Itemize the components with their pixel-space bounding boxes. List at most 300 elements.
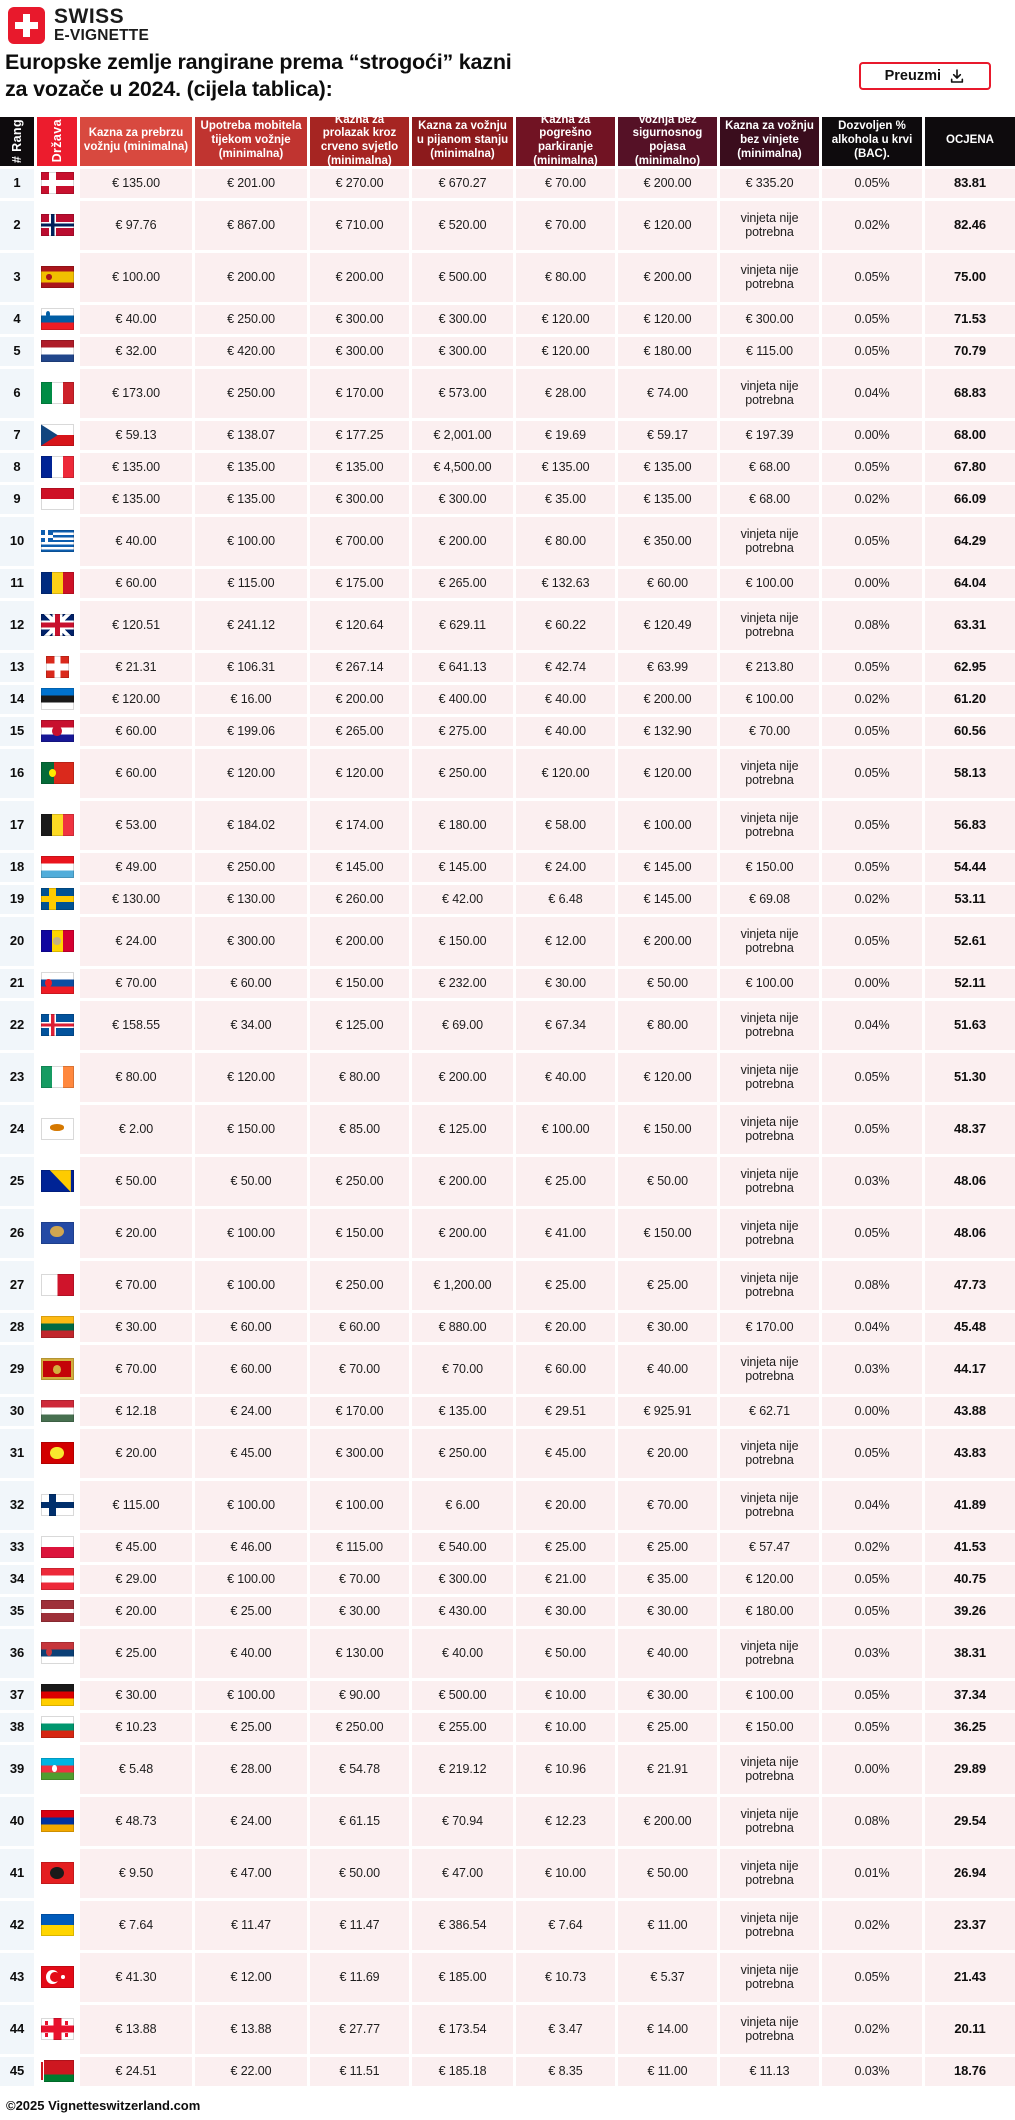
bac-cell-text: 0.00% (854, 427, 890, 442)
fine-cell (80, 749, 192, 798)
fine-cell (720, 653, 819, 682)
flag-cell (37, 1001, 77, 1050)
fine-cell-text: € 100.00 (745, 575, 794, 590)
fine-cell (195, 1313, 307, 1342)
score-cell-text: 44.17 (953, 1360, 987, 1376)
table-row (0, 917, 1015, 966)
fine-cell (516, 653, 615, 682)
fine-cell (720, 1953, 819, 2002)
fine-cell-text: € 200.00 (643, 175, 692, 190)
malta-flag-icon (41, 1274, 74, 1296)
fine-cell-text: € 63.99 (646, 659, 688, 674)
score-cell (925, 1209, 1015, 1258)
fine-cell-text: vinjeta nije potrebna (740, 2014, 799, 2044)
flag-cell (37, 201, 77, 250)
rank-cell-text: 19 (9, 890, 25, 906)
fine-cell-text: € 19.69 (544, 427, 586, 442)
score-cell (925, 1397, 1015, 1426)
fine-cell-text: € 197.39 (745, 427, 794, 442)
fine-cell-text: € 275.00 (438, 723, 487, 738)
fine-cell-text: € 177.25 (335, 427, 384, 442)
fine-cell (80, 169, 192, 198)
score-cell-text: 68.00 (953, 426, 987, 442)
sweden-flag-icon (41, 888, 74, 910)
fine-cell-text: € 2.00 (118, 1121, 154, 1136)
fine-cell-text: € 250.00 (227, 385, 275, 400)
fine-cell-text: € 24.51 (115, 2063, 157, 2078)
table-row (0, 201, 1015, 250)
fine-cell (412, 685, 513, 714)
rank-cell (0, 853, 34, 882)
fine-cell (720, 2057, 819, 2086)
fine-cell-text: € 200.00 (335, 269, 384, 284)
fine-cell-text: € 500.00 (438, 269, 487, 284)
fine-cell (516, 1481, 615, 1530)
table-row (0, 1713, 1015, 1742)
rank-cell-text: 21 (9, 974, 25, 990)
fine-cell-text: € 138.07 (227, 427, 275, 442)
table-row (0, 1849, 1015, 1898)
fine-cell (310, 485, 409, 514)
fine-cell (516, 485, 615, 514)
bac-cell (822, 1157, 922, 1206)
fine-cell-text: € 60.00 (230, 1319, 272, 1334)
bac-cell (822, 853, 922, 882)
denmark-flag-icon (41, 172, 74, 194)
fine-cell (516, 305, 615, 334)
download-button[interactable] (859, 62, 991, 90)
fine-cell (310, 1953, 409, 2002)
fine-cell (310, 1001, 409, 1050)
fine-cell-text: € 12.00 (544, 933, 586, 948)
fine-cell-text: € 40.00 (115, 533, 157, 548)
fine-cell (412, 717, 513, 746)
bac-cell-text: 0.05% (854, 533, 890, 548)
bac-cell-text: 0.05% (854, 175, 890, 190)
bac-cell-text: 0.08% (854, 1813, 890, 1828)
rank-cell (0, 337, 34, 366)
fine-cell-text: € 170.00 (745, 1319, 794, 1334)
fine-cell-text: € 400.00 (438, 691, 487, 706)
brand-top-text: SWISS (54, 5, 125, 28)
fine-cell (516, 1397, 615, 1426)
fine-cell (412, 1105, 513, 1154)
fine-cell (516, 1713, 615, 1742)
fine-cell-text: € 68.00 (748, 459, 790, 474)
fine-cell-text: € 20.00 (544, 1497, 586, 1512)
score-cell (925, 169, 1015, 198)
rank-cell (0, 569, 34, 598)
fine-cell-text: € 9.50 (118, 1865, 154, 1880)
fine-cell-text: vinjeta nije potrebna (740, 1062, 799, 1092)
bac-cell-text: 0.02% (854, 491, 890, 506)
fine-cell (195, 717, 307, 746)
bac-cell-text: 0.05% (854, 1121, 890, 1136)
fine-cell (516, 201, 615, 250)
fine-cell (195, 1745, 307, 1794)
fine-cell (310, 1533, 409, 1562)
fine-cell (720, 1397, 819, 1426)
score-cell (925, 453, 1015, 482)
fine-cell (310, 1053, 409, 1102)
fine-cell (618, 453, 717, 482)
score-cell-text: 61.20 (953, 690, 987, 706)
download-icon (949, 68, 965, 84)
bac-cell (822, 517, 922, 566)
fine-cell-text: € 12.00 (230, 1969, 272, 1984)
cyprus-flag-icon (41, 1118, 74, 1140)
greece-flag-icon (41, 530, 74, 552)
flag-cell (37, 1953, 77, 2002)
bac-cell-text: 0.04% (854, 1497, 890, 1512)
rank-cell-text: 26 (9, 1224, 25, 1240)
rank-cell (0, 1001, 34, 1050)
fine-cell (412, 749, 513, 798)
table-row (0, 253, 1015, 302)
fine-cell (720, 1481, 819, 1530)
score-cell (925, 749, 1015, 798)
fine-cell (195, 1209, 307, 1258)
fine-cell-text: € 45.00 (230, 1445, 272, 1460)
fine-cell (412, 305, 513, 334)
fine-cell-text: € 300.00 (438, 491, 487, 506)
fine-cell (412, 853, 513, 882)
rank-cell (0, 653, 34, 682)
rank-cell (0, 1849, 34, 1898)
flag-cell (37, 1261, 77, 1310)
fine-cell-text: € 500.00 (438, 1687, 487, 1702)
fine-cell-text: € 57.47 (748, 1539, 790, 1554)
flag-emblem (45, 979, 52, 987)
fine-cell-text: € 250.00 (438, 765, 487, 780)
fine-cell (195, 1953, 307, 2002)
fine-cell (618, 1001, 717, 1050)
fine-cell (80, 1429, 192, 1478)
fine-cell-text: € 120.00 (745, 1571, 794, 1586)
column-header-label: Vožnja bez sigurnosnog pojasa (minimalno) (632, 113, 703, 167)
flag-cell (37, 749, 77, 798)
flag-emblem (65, 2021, 68, 2025)
fine-cell (310, 1105, 409, 1154)
bac-cell (822, 1565, 922, 1594)
rank-cell-text: 5 (13, 342, 21, 358)
flag-cell (37, 1481, 77, 1530)
fine-cell-text: € 106.31 (227, 659, 275, 674)
score-cell (925, 1429, 1015, 1478)
fine-cell-text: € 70.00 (115, 1277, 157, 1292)
bac-cell-text: 0.05% (854, 723, 890, 738)
column-header-label: Kazna za prebrzu vožnju (minimalna) (83, 127, 189, 154)
rank-cell (0, 969, 34, 998)
brand-bottom-text: E-VIGNETTE (54, 27, 150, 45)
table-row (0, 1953, 1015, 2002)
fine-cell-text: € 265.00 (335, 723, 384, 738)
fine-cell (310, 253, 409, 302)
title-row (0, 44, 1015, 102)
fine-cell (80, 969, 192, 998)
score-cell-text: 23.37 (953, 1916, 987, 1932)
fine-cell (618, 2057, 717, 2086)
fine-cell-text: € 50.00 (544, 1645, 586, 1660)
fine-cell-text: € 200.00 (438, 533, 487, 548)
fine-cell (80, 517, 192, 566)
score-cell-text: 70.79 (953, 342, 987, 358)
fine-cell (516, 2057, 615, 2086)
fine-cell-text: € 11.00 (647, 1917, 688, 1932)
fine-cell-text: € 70.00 (338, 1361, 380, 1376)
flag-emblem (46, 1648, 52, 1656)
fine-cell-text: € 120.00 (541, 311, 590, 326)
flag-cell (37, 569, 77, 598)
fines-table (0, 113, 1015, 2086)
fine-cell-text: € 5.48 (118, 1761, 154, 1776)
fine-cell (310, 1313, 409, 1342)
fine-cell-text: € 115.00 (336, 1539, 383, 1554)
fine-cell-text: € 70.00 (646, 1497, 688, 1512)
fine-cell-text: € 120.00 (643, 311, 692, 326)
fine-cell-text: vinjeta nije potrebna (740, 1910, 799, 1940)
rank-cell-text: 36 (9, 1644, 25, 1660)
fine-cell (80, 653, 192, 682)
score-cell (925, 1745, 1015, 1794)
flag-cell (37, 1053, 77, 1102)
fine-cell (412, 1313, 513, 1342)
rank-cell-text: 16 (9, 764, 25, 780)
rank-cell-text: 33 (9, 1538, 25, 1554)
fine-cell-text: € 60.00 (230, 1361, 272, 1376)
fine-cell-text: € 47.00 (230, 1865, 272, 1880)
fine-cell-text: € 70.00 (115, 975, 157, 990)
fine-cell-text: € 29.00 (115, 1571, 157, 1586)
table-row (0, 305, 1015, 334)
fine-cell (720, 1429, 819, 1478)
fine-cell-text: € 60.00 (115, 575, 157, 590)
fine-cell (195, 517, 307, 566)
fine-cell-text: € 200.00 (643, 1813, 692, 1828)
fine-cell (720, 885, 819, 914)
score-cell-text: 29.54 (953, 1812, 987, 1828)
fine-cell (195, 1053, 307, 1102)
score-cell (925, 1157, 1015, 1206)
rank-cell (0, 801, 34, 850)
table-row (0, 1105, 1015, 1154)
fine-cell (310, 969, 409, 998)
fine-cell-text: € 60.00 (544, 1361, 586, 1376)
fine-cell-text: € 135.00 (112, 459, 160, 474)
fine-cell (412, 1533, 513, 1562)
rank-cell (0, 1397, 34, 1426)
score-cell (925, 305, 1015, 334)
flag-emblem (41, 424, 74, 446)
score-cell (925, 485, 1015, 514)
table-row (0, 653, 1015, 682)
fine-cell (412, 253, 513, 302)
fine-cell-text: € 250.00 (227, 859, 275, 874)
fine-cell (412, 421, 513, 450)
bac-cell-text: 0.05% (854, 1069, 890, 1084)
rank-cell-text: 40 (9, 1812, 25, 1828)
score-cell (925, 1629, 1015, 1678)
fine-cell-text: € 25.00 (646, 1719, 688, 1734)
fine-cell (618, 749, 717, 798)
fine-cell-text: € 100.00 (227, 533, 275, 548)
fine-cell (310, 1681, 409, 1710)
fine-cell (412, 885, 513, 914)
rank-cell-text: 3 (13, 268, 21, 284)
fine-cell-text: € 16.00 (230, 691, 272, 706)
fine-cell-text: € 430.00 (438, 1603, 487, 1618)
score-cell (925, 685, 1015, 714)
fine-cell-text: € 232.00 (438, 975, 487, 990)
fine-cell-text: € 200.00 (227, 269, 275, 284)
fine-cell (412, 1681, 513, 1710)
fine-cell-text: € 70.00 (115, 1361, 157, 1376)
fine-cell-text: € 60.00 (230, 975, 272, 990)
bac-cell (822, 801, 922, 850)
fine-cell (310, 2057, 409, 2086)
fine-cell-text: € 28.00 (230, 1761, 272, 1776)
bac-cell (822, 653, 922, 682)
romania-flag-icon (41, 572, 74, 594)
fine-cell-text: € 70.00 (338, 1571, 380, 1586)
fine-cell-text: € 34.00 (230, 1017, 272, 1032)
fine-cell-text: vinjeta nije potrebna (740, 610, 799, 640)
fine-cell-text: € 120.00 (335, 765, 384, 780)
bac-cell-text: 0.05% (854, 859, 890, 874)
fine-cell (80, 421, 192, 450)
table-row (0, 1053, 1015, 1102)
fine-cell (195, 421, 307, 450)
flag-cell (37, 1313, 77, 1342)
fine-cell-text: € 120.00 (227, 1069, 275, 1084)
fine-cell (516, 1901, 615, 1950)
fine-cell (412, 337, 513, 366)
table-row (0, 801, 1015, 850)
column-header (195, 117, 307, 166)
fine-cell-text: € 867.00 (227, 217, 275, 232)
flag-emblem (46, 274, 51, 280)
fine-cell (310, 853, 409, 882)
fine-cell (310, 1157, 409, 1206)
fine-cell (80, 1797, 192, 1846)
fine-cell-text: € 241.12 (227, 617, 275, 632)
fine-cell (80, 917, 192, 966)
score-cell (925, 1001, 1015, 1050)
flag-cell (37, 1429, 77, 1478)
bac-cell-text: 0.02% (854, 891, 890, 906)
fine-cell-text: € 10.00 (544, 1719, 586, 1734)
fine-cell-text: vinjeta nije potrebna (740, 1438, 799, 1468)
fine-cell (195, 1681, 307, 1710)
fine-cell (720, 1001, 819, 1050)
rank-cell (0, 485, 34, 514)
fine-cell (310, 801, 409, 850)
flag-emblem (50, 1124, 65, 1131)
rank-cell-text: 24 (9, 1120, 25, 1136)
latvia-flag-icon (41, 1600, 74, 1622)
fine-cell (516, 569, 615, 598)
fine-cell-text: € 20.00 (646, 1445, 688, 1460)
bac-cell-text: 0.05% (854, 1571, 890, 1586)
fine-cell-text: € 150.00 (745, 859, 794, 874)
fine-cell (195, 569, 307, 598)
fine-cell (516, 969, 615, 998)
fine-cell-text: € 100.00 (745, 975, 794, 990)
fine-cell (310, 369, 409, 418)
table-row (0, 569, 1015, 598)
flag-emblem (52, 1765, 57, 1772)
fine-cell-text: € 47.00 (441, 1865, 483, 1880)
fine-cell (618, 1481, 717, 1530)
fine-cell-text: € 25.00 (544, 1173, 586, 1188)
bac-cell (822, 685, 922, 714)
fine-cell (618, 1429, 717, 1478)
bac-cell-text: 0.05% (854, 1687, 890, 1702)
fine-cell-text: € 21.00 (544, 1571, 586, 1586)
fine-cell-text: € 200.00 (438, 1225, 487, 1240)
score-cell (925, 917, 1015, 966)
score-cell (925, 1053, 1015, 1102)
fine-cell-text: € 250.00 (335, 1173, 384, 1188)
fine-cell (720, 1597, 819, 1626)
fine-cell (195, 1629, 307, 1678)
fine-cell-text: € 120.51 (112, 617, 160, 632)
fine-cell (80, 1481, 192, 1530)
fine-cell-text: € 125.00 (438, 1121, 487, 1136)
rank-cell-text: 27 (9, 1276, 25, 1292)
fine-cell (80, 1713, 192, 1742)
fine-cell-text: € 135.00 (335, 459, 384, 474)
flag-cell (37, 305, 77, 334)
fine-cell-text: € 29.51 (544, 1403, 586, 1418)
fine-cell (80, 1157, 192, 1206)
rank-cell-text: 31 (9, 1444, 25, 1460)
fine-cell-text: € 132.63 (541, 575, 590, 590)
flag-cell (37, 1849, 77, 1898)
fine-cell (618, 305, 717, 334)
fine-cell-text: € 520.00 (438, 217, 487, 232)
flag-cell (37, 453, 77, 482)
fine-cell-text: € 20.00 (115, 1603, 157, 1618)
fine-cell (195, 305, 307, 334)
fine-cell (720, 1849, 819, 1898)
fine-cell-text: € 42.00 (441, 891, 483, 906)
score-cell-text: 64.04 (953, 574, 987, 590)
fine-cell-text: € 58.00 (544, 817, 586, 832)
fine-cell-text: € 200.00 (643, 269, 692, 284)
fine-cell-text: € 24.00 (544, 859, 586, 874)
fine-cell-text: € 200.00 (335, 933, 384, 948)
bac-cell (822, 601, 922, 650)
fine-cell-text: € 50.00 (646, 975, 688, 990)
fine-cell (516, 1953, 615, 2002)
rank-cell-text: 37 (9, 1686, 25, 1702)
fine-cell-text: € 135.00 (112, 175, 160, 190)
fine-cell (720, 421, 819, 450)
fine-cell (720, 853, 819, 882)
rank-cell (0, 1481, 34, 1530)
rank-cell (0, 1533, 34, 1562)
fine-cell (516, 1209, 615, 1258)
fine-cell (310, 1345, 409, 1394)
fine-cell (618, 1849, 717, 1898)
fine-cell (412, 917, 513, 966)
fine-cell-text: € 201.00 (227, 175, 275, 190)
rank-cell-text: 22 (9, 1016, 25, 1032)
fine-cell-text: vinjeta nije potrebna (740, 1638, 799, 1668)
rank-cell (0, 749, 34, 798)
fine-cell-text: € 61.15 (338, 1813, 380, 1828)
